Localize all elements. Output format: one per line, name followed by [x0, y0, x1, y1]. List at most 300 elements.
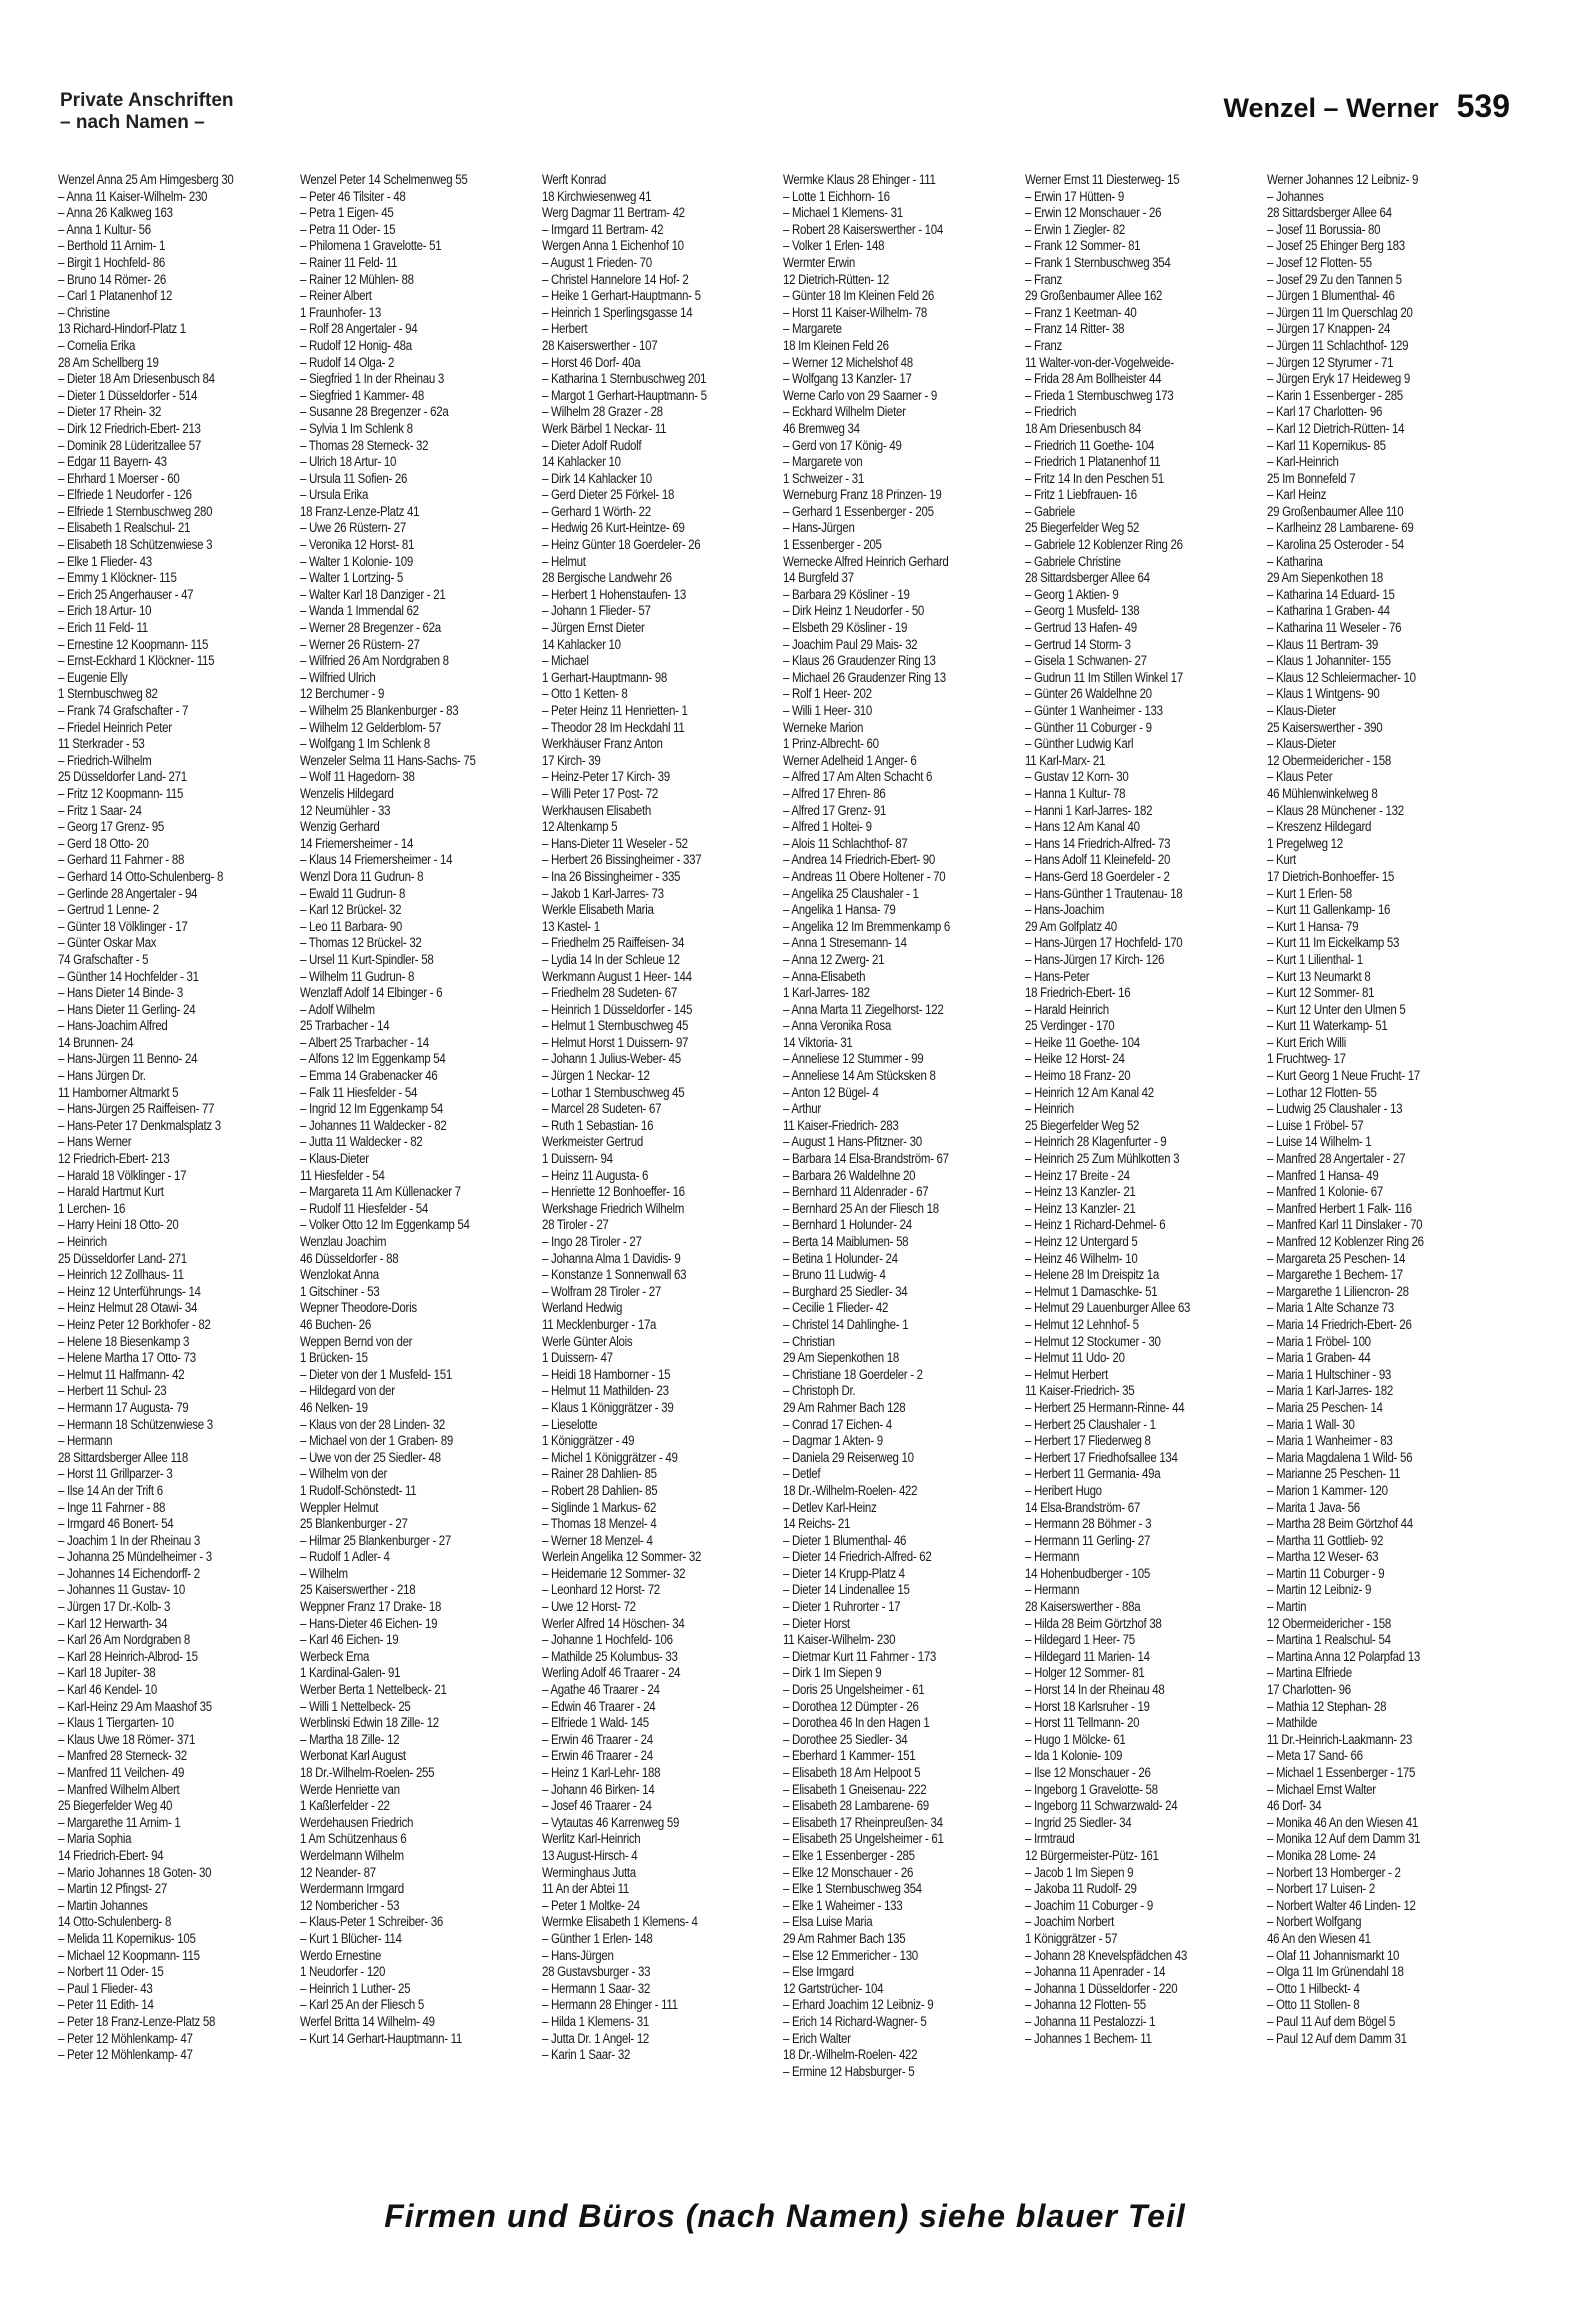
directory-entry: Werber Berta 1 Nettelbeck- 21: [299, 1682, 447, 1698]
directory-entry: – Johann 28 Knevelspfädchen 43: [1025, 1947, 1188, 1963]
directory-entry: – Siegfried 1 Kammer- 48: [299, 387, 424, 403]
directory-entry: 12 Dietrich-Rütten- 12: [783, 271, 890, 287]
directory-entry: – Dorothee 25 Siedler- 34: [783, 1731, 908, 1747]
directory-entry: – Bernhard 1 Holunder- 24: [783, 1217, 913, 1233]
directory-entry: – Dieter von der 1 Musfeld- 151: [299, 1366, 452, 1382]
directory-entry: 18 Kirchwiesenweg 41: [541, 188, 651, 204]
directory-entry: – Anna 1 Kultur- 56: [58, 221, 151, 237]
directory-entry: – Gerhard 1 Essenberger - 205: [783, 503, 935, 519]
directory-entry: – Otto 11 Stollen- 8: [1267, 1997, 1360, 2013]
directory-entry: – Walter 1 Lortzing- 5: [299, 570, 403, 586]
directory-entry: – Anna Marta 11 Ziegelhorst- 122: [783, 1001, 944, 1017]
directory-entry: – Peter 11 Edith- 14: [58, 1997, 154, 2013]
directory-entry: – Heinz 12 Unterführungs- 14: [58, 1283, 201, 1299]
directory-entry: – Paul 12 Auf dem Damm 31: [1267, 2030, 1407, 2046]
directory-entry: – Arthur: [783, 1101, 822, 1117]
directory-entry: – Heinrich 25 Zum Mühlkotten 3: [1025, 1151, 1180, 1167]
directory-entry: – Gerhard 14 Otto-Schulenberg- 8: [58, 868, 224, 884]
directory-entry: 11 Hiesfelder - 54: [299, 1167, 385, 1183]
directory-entry: – Edwin 46 Traarer - 24: [541, 1698, 656, 1714]
directory-entry: Werbonat Karl August: [299, 1748, 406, 1764]
directory-entry: – Herbert 17 Friedhofsallee 134: [1025, 1449, 1178, 1465]
directory-entry: – Heinrich 1 Sperlingsgasse 14: [541, 304, 693, 320]
directory-entry: 46 Dorf- 34: [1267, 1798, 1322, 1814]
directory-entry: – Angelika 1 Hansa- 79: [783, 902, 896, 918]
directory-entry: – Elke 12 Monschauer - 26: [783, 1864, 914, 1880]
directory-entry: – Helmut: [541, 553, 586, 569]
directory-entry: – Eberhard 1 Kammer- 151: [783, 1748, 916, 1764]
directory-entry: Werling Adolf 46 Traarer - 24: [541, 1665, 680, 1681]
directory-entry: – Wilhelm 25 Blankenburger - 83: [299, 703, 459, 718]
directory-entry: – Klaus-Dieter: [1267, 736, 1336, 752]
directory-entry: – Hilda 1 Klemens- 31: [541, 2013, 649, 2029]
directory-entry: – Emmy 1 Klöckner- 115: [58, 570, 177, 586]
directory-entry: 17 Kirch- 39: [541, 752, 601, 768]
directory-entry: 29 Am Rahmer Bach 128: [783, 1399, 906, 1415]
directory-entry: – Dirk 12 Friedrich-Ebert- 213: [58, 420, 201, 436]
directory-entry: – Bernhard 11 Aldenrader - 67: [783, 1184, 929, 1200]
directory-entry: 1 Prinz-Albrecht- 60: [783, 736, 880, 752]
directory-entry: Werkmeister Gertrud: [541, 1134, 643, 1150]
directory-entry: – Rainer 12 Mühlen- 88: [299, 271, 414, 287]
directory-entry: – Luise 1 Fröbel- 57: [1267, 1117, 1364, 1133]
directory-entry: – Herbert 11 Schul- 23: [58, 1383, 167, 1399]
directory-entry: – Herbert 17 Fliederweg 8: [1025, 1433, 1151, 1449]
page-header-right: [1224, 88, 1510, 125]
directory-entry: – Hans-Gerd 18 Goerdeler - 2: [1025, 868, 1170, 884]
directory-entry: 11 An der Abtei 11: [541, 1881, 629, 1897]
directory-entry: 29 Großenbaumer Allee 162: [1025, 288, 1163, 304]
directory-entry: – Gabriele Christine: [1025, 553, 1122, 569]
directory-entry: – Klaus 1 Wintgens- 90: [1267, 686, 1380, 702]
directory-entry: – Frieda 1 Sternbuschweg 173: [1025, 387, 1174, 403]
directory-entry: – Eugenie Elly: [58, 669, 128, 685]
directory-entry: 11 Karl-Marx- 21: [1025, 752, 1106, 768]
directory-entry: – Franz 1 Keetman- 40: [1025, 304, 1137, 320]
directory-entry: – Alfred 1 Holtei- 9: [783, 819, 873, 835]
directory-entry: – Jakoba 11 Rudolf- 29: [1025, 1881, 1137, 1897]
directory-entry: 29 Am Siepenkothen 18: [1267, 570, 1384, 586]
directory-entry: – Mario Johannes 18 Goten- 30: [58, 1864, 212, 1880]
directory-entry: – Gisela 1 Schwanen- 27: [1025, 653, 1148, 669]
directory-entry: – Hanna 1 Kultur- 78: [1025, 785, 1126, 801]
directory-entry: 46 An den Wiesen 41: [1267, 1930, 1371, 1946]
directory-entry: – Susanne 28 Bregenzer - 62a: [299, 404, 449, 420]
directory-entry: – Lieselotte: [541, 1416, 597, 1432]
directory-entry: – Christine: [58, 304, 110, 320]
directory-entry: – Maria 1 Graben- 44: [1267, 1350, 1371, 1366]
directory-entry: 12 Nombericher - 53: [299, 1897, 400, 1913]
directory-entry: Wenzlau Joachim: [299, 1234, 387, 1249]
directory-entry: – Katharina 11 Weseler - 76: [1267, 620, 1402, 636]
directory-entry: – Hildegard von der: [299, 1383, 395, 1399]
directory-entry: – Johanna 12 Flotten- 55: [1025, 1997, 1147, 2013]
directory-entry: – Gerlinde 28 Angertaler - 94: [58, 885, 198, 901]
directory-entry: – Karin 1 Saar- 32: [541, 2047, 630, 2063]
directory-entry: – Jürgen 12 Styrumer - 71: [1267, 354, 1394, 370]
directory-entry: – Jutta 11 Waldecker - 82: [299, 1134, 423, 1150]
directory-entry: – Johanna 1 Düsseldorfer - 220: [1025, 1980, 1178, 1996]
directory-entry: – Klaus Uwe 18 Römer- 371: [58, 1731, 196, 1747]
directory-entry: – Katharina 14 Eduard- 15: [1267, 586, 1395, 602]
directory-entry: – Lothar 1 Sternbuschweg 45: [541, 1084, 684, 1100]
directory-entry: – Karlheinz 28 Lambarene- 69: [1267, 520, 1414, 536]
directory-entry: – Peter 18 Franz-Lenze-Platz 58: [58, 2013, 216, 2029]
directory-entry: – Wilfried 26 Am Nordgraben 8: [299, 653, 449, 669]
directory-entry: – Josef 29 Zu den Tannen 5: [1267, 271, 1402, 287]
directory-entry: – Alfons 12 Im Eggenkamp 54: [299, 1051, 446, 1067]
directory-entry: 11 Hamborner Altmarkt 5: [58, 1084, 179, 1100]
directory-entry: – Heidemarie 12 Sommer- 32: [541, 1565, 685, 1581]
directory-entry: – Dirk 14 Kahlacker 10: [541, 470, 652, 486]
directory-entry: – Heinz 1 Richard-Dehmel- 6: [1025, 1217, 1166, 1233]
directory-entry: – Hermann 11 Gerling- 27: [1025, 1532, 1151, 1548]
directory-entry: – Vytautas 46 Karrenweg 59: [541, 1814, 679, 1830]
directory-entry: – Elisabeth 18 Am Helpoot 5: [783, 1765, 921, 1780]
directory-entry: – Hans-Jürgen: [541, 1947, 614, 1963]
directory-entry: – Bruno 11 Ludwig- 4: [783, 1267, 887, 1283]
directory-entry: – Ingeborg 11 Schwarzwald- 24: [1025, 1798, 1178, 1814]
directory-entry: 13 Richard-Hindorf-Platz 1: [58, 321, 186, 337]
directory-entry: Wenzelis Hildegard: [299, 785, 394, 801]
directory-entry: 11 Sterkrader - 53: [58, 736, 145, 752]
directory-entry: – Heinrich 1 Luther- 25: [299, 1980, 411, 1996]
directory-entry: – Frank 12 Sommer- 81: [1025, 238, 1141, 254]
directory-entry: – Ingrid 25 Siedler- 34: [1025, 1814, 1132, 1830]
directory-entry: Werner Ernst 11 Diesterweg- 15: [1025, 172, 1180, 187]
directory-entry: 14 Friemersheimer - 14: [299, 835, 413, 851]
directory-entry: – Anna-Elisabeth: [783, 968, 866, 984]
directory-entry: – Uwe 12 Horst- 72: [541, 1599, 636, 1615]
directory-entry: – Frank 74 Grafschafter - 7: [58, 703, 189, 718]
directory-entry: – Alfred 17 Am Alten Schacht 6: [783, 769, 933, 785]
section-subtitle: – nach Namen –: [60, 112, 205, 133]
directory-entry: Werkle Elisabeth Maria: [541, 902, 654, 918]
directory-entry: – Karl Heinz: [1267, 487, 1327, 503]
directory-entry: 28 Kaiserswerther - 107: [541, 337, 657, 353]
directory-entry: – Alois 11 Schlachthof- 87: [783, 835, 908, 851]
directory-entry: – Hans Dieter 11 Gerling- 24: [58, 1001, 196, 1017]
directory-entry: 1 Fruchtweg- 17: [1267, 1051, 1346, 1067]
directory-entry: – Rolf 28 Angertaler - 94: [299, 321, 418, 337]
directory-entry: 1 Kaßlerfelder - 22: [299, 1798, 390, 1814]
directory-entry: – Lydia 14 In der Schleue 12: [541, 951, 680, 967]
directory-entry: – Manfred 12 Koblenzer Ring 26: [1267, 1234, 1424, 1249]
directory-entry: – Karl 11 Kopernikus- 85: [1267, 437, 1386, 453]
directory-entry: – Norbert Wolfgang: [1267, 1914, 1362, 1930]
directory-entry: – Friedrich-Wilhelm: [58, 752, 152, 768]
directory-entry: 46 Mühlenwinkelweg 8: [1267, 785, 1378, 801]
directory-entry: – Helene 18 Biesenkamp 3: [58, 1333, 190, 1349]
directory-entry: 12 Altenkamp 5: [541, 819, 617, 835]
directory-entry: – Werner 12 Michelshof 48: [783, 354, 914, 370]
directory-entry: – Willi 1 Heer- 310: [783, 703, 873, 718]
directory-entry: 11 Mecklenburger - 17a: [541, 1316, 656, 1332]
directory-entry: – Friedrich 1 Platanenhof 11: [1025, 454, 1161, 470]
directory-entry: – Jürgen 11 Im Querschlag 20: [1267, 304, 1413, 320]
directory-entry: Werkhausen Elisabeth: [541, 802, 651, 818]
directory-entry: – Holger 12 Sommer- 81: [1025, 1665, 1145, 1681]
directory-entry: Werneburg Franz 18 Prinzen- 19: [783, 487, 942, 503]
directory-entry: – Marianne 25 Peschen- 11: [1267, 1466, 1401, 1482]
directory-entry: 18 Dr.-Wilhelm-Roelen- 255: [299, 1765, 435, 1780]
directory-entry: – Karin 1 Essenberger - 285: [1267, 387, 1404, 403]
directory-entry: – Heinrich 12 Zollhaus- 11: [58, 1267, 184, 1283]
directory-entry: Werkhäuser Franz Anton: [541, 736, 663, 752]
directory-entry: 12 Neander- 87: [299, 1864, 376, 1880]
directory-entry: 25 Kaiserswerther - 390: [1267, 719, 1383, 735]
directory-entry: 25 Biegerfelder Weg 40: [58, 1798, 173, 1814]
directory-entry: Werkshage Friedrich Wilhelm: [541, 1200, 684, 1216]
directory-entry: – Cecilie 1 Flieder- 42: [783, 1300, 889, 1316]
directory-entry: – Karl 46 Eichen- 19: [299, 1632, 399, 1648]
directory-entry: Werlein Angelika 12 Sommer- 32: [541, 1549, 701, 1565]
directory-entry: – Barbara 26 Waldelhne 20: [783, 1167, 916, 1183]
directory-entry: – Heinz Peter 12 Borkhofer - 82: [58, 1316, 211, 1332]
directory-entry: – Dieter 1 Blumenthal- 46: [783, 1532, 907, 1548]
directory-entry: – Klaus 12 Schleiermacher- 10: [1267, 669, 1416, 685]
directory-entry: Werdo Ernestine: [299, 1947, 381, 1963]
directory-entry: – Erich 25 Angerhauser - 47: [58, 586, 194, 602]
directory-entry: – Siglinde 1 Markus- 62: [541, 1499, 656, 1515]
directory-entry: – Karl 18 Jupiter- 38: [58, 1665, 156, 1681]
directory-entry: – Martin: [1267, 1599, 1307, 1615]
directory-column-1: [58, 172, 294, 2167]
directory-entry: – Edgar 11 Bayern- 43: [58, 454, 167, 470]
directory-entry: 25 Düsseldorfer Land- 271: [58, 1250, 187, 1266]
directory-entry: – Kurt 11 Gallenkamp- 16: [1267, 902, 1391, 918]
directory-entry: – Johann 46 Birken- 14: [541, 1781, 655, 1797]
directory-entry: – Detlev Karl-Heinz: [783, 1499, 877, 1515]
directory-entry: – Ida 1 Kolonie- 109: [1025, 1748, 1123, 1764]
directory-entry: – Petra 1 Eigen- 45: [299, 205, 394, 221]
directory-entry: 14 Reichs- 21: [783, 1516, 851, 1532]
directory-entry: – Else 12 Emmericher - 130: [783, 1947, 919, 1963]
directory-entry: – Maria 1 Fröbel- 100: [1267, 1333, 1371, 1349]
directory-entry: – Reiner Albert: [299, 288, 372, 304]
directory-entry: – Klaus von der 28 Linden- 32: [299, 1416, 445, 1432]
directory-entry: 1 Gerhart-Hauptmann- 98: [541, 669, 667, 685]
directory-entry: – Hugo 1 Mölcke- 61: [1025, 1731, 1126, 1747]
directory-entry: – Horst 11 Tellmann- 20: [1025, 1715, 1140, 1731]
directory-entry: – Wilhelm 12 Gelderblom- 57: [299, 719, 441, 735]
directory-entry: – Heinz Helmut 28 Otawi- 34: [58, 1300, 198, 1316]
directory-entry: – Gertrud 14 Storm- 3: [1025, 636, 1131, 652]
directory-entry: – Gabriele: [1025, 503, 1076, 519]
directory-entry: 46 Bremweg 34: [783, 420, 861, 436]
directory-entry: 25 Kaiserswerther - 218: [299, 1582, 416, 1598]
directory-entry: – Thomas 12 Brückel- 32: [299, 935, 422, 951]
directory-entry: – Franz: [1025, 337, 1063, 353]
directory-entry: – Elke 1 Flieder- 43: [58, 553, 152, 569]
directory-entry: – Karl 12 Herwarth- 34: [58, 1615, 168, 1631]
directory-entry: – Erich 11 Feld- 11: [58, 620, 148, 636]
directory-entry: 17 Dietrich-Bonhoeffer- 15: [1267, 868, 1395, 884]
directory-entry: – Jürgen Eryk 17 Heideweg 9: [1267, 371, 1411, 387]
directory-entry: – Fritz 1 Liebfrauen- 16: [1025, 487, 1138, 503]
directory-entry: – Jutta Dr. 1 Angel- 12: [541, 2030, 649, 2046]
directory-entry: – Erich 18 Artur- 10: [58, 603, 152, 619]
directory-entry: 1 Am Schützenhaus 6: [299, 1831, 407, 1847]
directory-entry: – Ingo 28 Tiroler - 27: [541, 1234, 642, 1249]
directory-entry: – Michael 26 Graudenzer Ring 13: [783, 669, 947, 685]
directory-entry: – Herbert 26 Bissingheimer - 337: [541, 852, 702, 868]
directory-entry: – Elisabeth 1 Gneisenau- 222: [783, 1781, 927, 1797]
directory-entry: – Monika 46 An den Wiesen 41: [1267, 1814, 1419, 1830]
directory-entry: – Carl 1 Platanenhof 12: [58, 288, 173, 304]
directory-entry: – Hans-Peter 17 Denkmalsplatz 3: [58, 1117, 221, 1133]
directory-entry: – Horst 11 Grillparzer- 3: [58, 1466, 173, 1482]
directory-entry: – Johann 1 Flieder- 57: [541, 603, 651, 619]
directory-entry: – Otto 1 Hilbeckt- 4: [1267, 1980, 1360, 1996]
directory-entry: – Wilhelm von der: [299, 1466, 387, 1482]
directory-entry: – Ingeborg 1 Gravelotte- 58: [1025, 1781, 1159, 1797]
directory-entry: – Friedhelm 28 Sudeten- 67: [541, 985, 677, 1001]
directory-entry: – Helene Martha 17 Otto- 73: [58, 1350, 196, 1366]
directory-entry: – Hans-Jürgen 17 Hochfeld- 170: [1025, 935, 1183, 951]
directory-entry: – Michael Ernst Walter: [1267, 1781, 1376, 1797]
directory-entry: – Rainer 28 Dahlien- 85: [541, 1466, 657, 1482]
directory-entry: – Josef 11 Borussia- 80: [1267, 221, 1381, 237]
directory-entry: – Manfred 28 Angertaler - 27: [1267, 1151, 1406, 1167]
directory-entry: – Peter 1 Moltke- 24: [541, 1897, 640, 1913]
directory-columns: [58, 172, 1503, 2167]
directory-entry: – Olga 11 Im Grünendahl 18: [1267, 1964, 1404, 1980]
directory-entry: – Hermann: [1025, 1582, 1080, 1598]
directory-entry: – Heinz 46 Wilhelm- 10: [1025, 1250, 1138, 1266]
directory-entry: 1 Duissern- 94: [541, 1151, 613, 1167]
directory-entry: – Marita 1 Java- 56: [1267, 1499, 1360, 1515]
directory-column-3: [542, 172, 778, 2167]
directory-entry: – Margarethe 11 Arnim- 1: [58, 1814, 181, 1830]
directory-entry: – Michael 12 Koopmann- 115: [58, 1947, 200, 1963]
directory-entry: – Walter Karl 18 Danziger - 21: [299, 586, 446, 602]
directory-entry: – Wilhelm: [299, 1565, 348, 1581]
directory-entry: – Christoph Dr.: [783, 1383, 856, 1399]
directory-entry: – Margareta 25 Peschen- 14: [1267, 1250, 1406, 1266]
directory-entry: 28 Sittardsberger Allee 64: [1267, 205, 1392, 221]
directory-entry: – August 1 Hans-Pfitzner- 30: [783, 1134, 923, 1150]
directory-entry: – Maria Sophia: [58, 1831, 132, 1847]
directory-entry: – Elsa Luise Maria: [783, 1914, 873, 1930]
directory-entry: 13 August-Hirsch- 4: [541, 1847, 638, 1863]
directory-entry: 14 Elsa-Brandström- 67: [1025, 1499, 1141, 1515]
directory-entry: – Kurt 1 Hansa- 79: [1267, 918, 1359, 934]
directory-entry: – Olaf 11 Johannismarkt 10: [1267, 1947, 1400, 1963]
directory-entry: – Heidi 18 Hamborner - 15: [541, 1366, 670, 1382]
directory-entry: – Ulrich 18 Artur- 10: [299, 454, 396, 470]
directory-entry: – Hans-Joachim: [1025, 902, 1105, 918]
directory-entry: – Ehrhard 1 Moerser - 60: [58, 470, 180, 486]
directory-entry: – Norbert 13 Homberger - 2: [1267, 1864, 1401, 1880]
directory-entry: – Kurt 1 Blücher- 114: [299, 1930, 402, 1946]
directory-entry: – Gertrud 1 Lenne- 2: [58, 902, 159, 918]
directory-entry: – Elfriede 1 Neudorfer - 126: [58, 487, 192, 503]
directory-entry: – Karl 25 An der Fliesch 5: [299, 1997, 424, 2013]
directory-entry: – Adolf Wilhelm: [299, 1001, 375, 1017]
directory-entry: – Hermann 28 Böhmer - 3: [1025, 1516, 1152, 1532]
directory-entry: – Helmut 11 Mathilden- 23: [541, 1383, 669, 1399]
directory-entry: – Manfred Herbert 1 Falk- 116: [1267, 1200, 1412, 1216]
directory-entry: – Christiane 18 Goerdeler - 2: [783, 1366, 924, 1382]
directory-entry: – Hans Adolf 11 Kleinefeld- 20: [1025, 852, 1171, 868]
directory-entry: – Katharina 1 Graben- 44: [1267, 603, 1390, 619]
directory-entry: – Uwe von der 25 Siedler- 48: [299, 1449, 441, 1465]
directory-entry: Wermke Klaus 28 Ehinger - 111: [783, 172, 937, 187]
directory-entry: – Leo 11 Barbara- 90: [299, 918, 402, 934]
directory-entry: – Paul 1 Flieder- 43: [58, 1980, 153, 1996]
directory-entry: – Volker 1 Erlen- 148: [783, 238, 885, 254]
directory-entry: – Kurt Georg 1 Neue Frucht- 17: [1267, 1068, 1421, 1084]
directory-entry: – Harald Heinrich: [1025, 1001, 1110, 1017]
directory-entry: – Dieter Horst: [783, 1615, 851, 1631]
directory-column-2: [300, 172, 536, 2167]
directory-entry: – Rudolf 12 Honig- 48a: [299, 337, 412, 353]
directory-entry: – Gudrun 11 Im Stillen Winkel 17: [1025, 669, 1184, 685]
directory-entry: Werminghaus Jutta: [541, 1864, 636, 1880]
directory-entry: – Jürgen 1 Neckar- 12: [541, 1068, 650, 1084]
directory-entry: – Helmut 12 Lehnhof- 5: [1025, 1316, 1140, 1332]
directory-entry: – Johannes 11 Gustav- 10: [58, 1582, 186, 1598]
directory-entry: Weppen Bernd von der: [299, 1333, 413, 1349]
directory-entry: – Martin 12 Pfingst- 27: [58, 1881, 167, 1897]
directory-entry: – Monika 12 Auf dem Damm 31: [1267, 1831, 1421, 1847]
directory-entry: – Günter Oskar Max: [58, 935, 157, 951]
directory-entry: – Andrea 14 Friedrich-Ebert- 90: [783, 852, 936, 868]
directory-entry: – Hermann: [1025, 1549, 1080, 1565]
directory-entry: – Margarethe 1 Bechem- 17: [1267, 1267, 1404, 1283]
directory-entry: – Helmut 29 Lauenburger Allee 63: [1025, 1300, 1191, 1316]
directory-entry: Weppler Helmut: [299, 1499, 378, 1515]
directory-entry: – Elisabeth 17 Rheinpreußen- 34: [783, 1814, 944, 1830]
directory-entry: – August 1 Frieden- 70: [541, 254, 652, 270]
directory-entry: – Detlef: [783, 1466, 821, 1482]
directory-entry: – Hans Jürgen Dr.: [58, 1068, 146, 1084]
directory-entry: – Manfred 1 Kolonie- 67: [1267, 1184, 1384, 1200]
directory-entry: Wermter Erwin: [783, 254, 856, 270]
directory-entry: – Elisabeth 28 Lambarene- 69: [783, 1798, 930, 1814]
directory-entry: 28 Am Schellberg 19: [58, 354, 159, 370]
directory-entry: – Helmut 1 Damaschke- 51: [1025, 1283, 1158, 1299]
directory-entry: – Karl-Heinz 29 Am Maashof 35: [58, 1698, 212, 1714]
directory-entry: – Willi Peter 17 Post- 72: [541, 785, 658, 801]
directory-entry: – Lothar 12 Flotten- 55: [1267, 1084, 1377, 1100]
directory-entry: 14 Viktoria- 31: [783, 1034, 854, 1050]
directory-entry: – Emma 14 Grabenacker 46: [299, 1068, 438, 1084]
directory-entry: – Katharina: [1267, 553, 1323, 569]
directory-entry: – Mathia 12 Stephan- 28: [1267, 1698, 1387, 1714]
directory-entry: Werde Henriette van: [299, 1781, 400, 1797]
directory-entry: – Helmut Herbert: [1025, 1366, 1109, 1382]
directory-entry: – Gerhard 11 Fahrner - 88: [58, 852, 185, 868]
directory-entry: – Angelika 12 Im Bremmenkamp 6: [783, 918, 951, 934]
directory-entry: – Betina 1 Holunder- 24: [783, 1250, 899, 1266]
directory-entry: – Anna Veronika Rosa: [783, 1018, 892, 1034]
directory-entry: – Margarethe 1 Liliencron- 28: [1267, 1283, 1409, 1299]
directory-entry: – Harald Hartmut Kurt: [58, 1184, 164, 1200]
directory-entry: – Anton 12 Bügel- 4: [783, 1084, 879, 1100]
directory-entry: – Hans-Dieter 11 Weseler - 52: [541, 835, 688, 851]
directory-entry: – Johannes 14 Eichendorff- 2: [58, 1565, 200, 1581]
page-number: 539: [1456, 88, 1510, 124]
directory-entry: 1 Karl-Jarres- 182: [783, 985, 871, 1001]
directory-entry: – Christian: [783, 1333, 836, 1349]
directory-entry: – Elisabeth 1 Realschul- 21: [58, 520, 191, 536]
directory-entry: – Mathilde 25 Kolumbus- 33: [541, 1648, 678, 1664]
directory-entry: – Fritz 1 Saar- 24: [58, 802, 142, 818]
directory-entry: – Robert 28 Kaiserswerther - 104: [783, 221, 944, 237]
directory-entry: 18 Franz-Lenze-Platz 41: [299, 503, 420, 519]
